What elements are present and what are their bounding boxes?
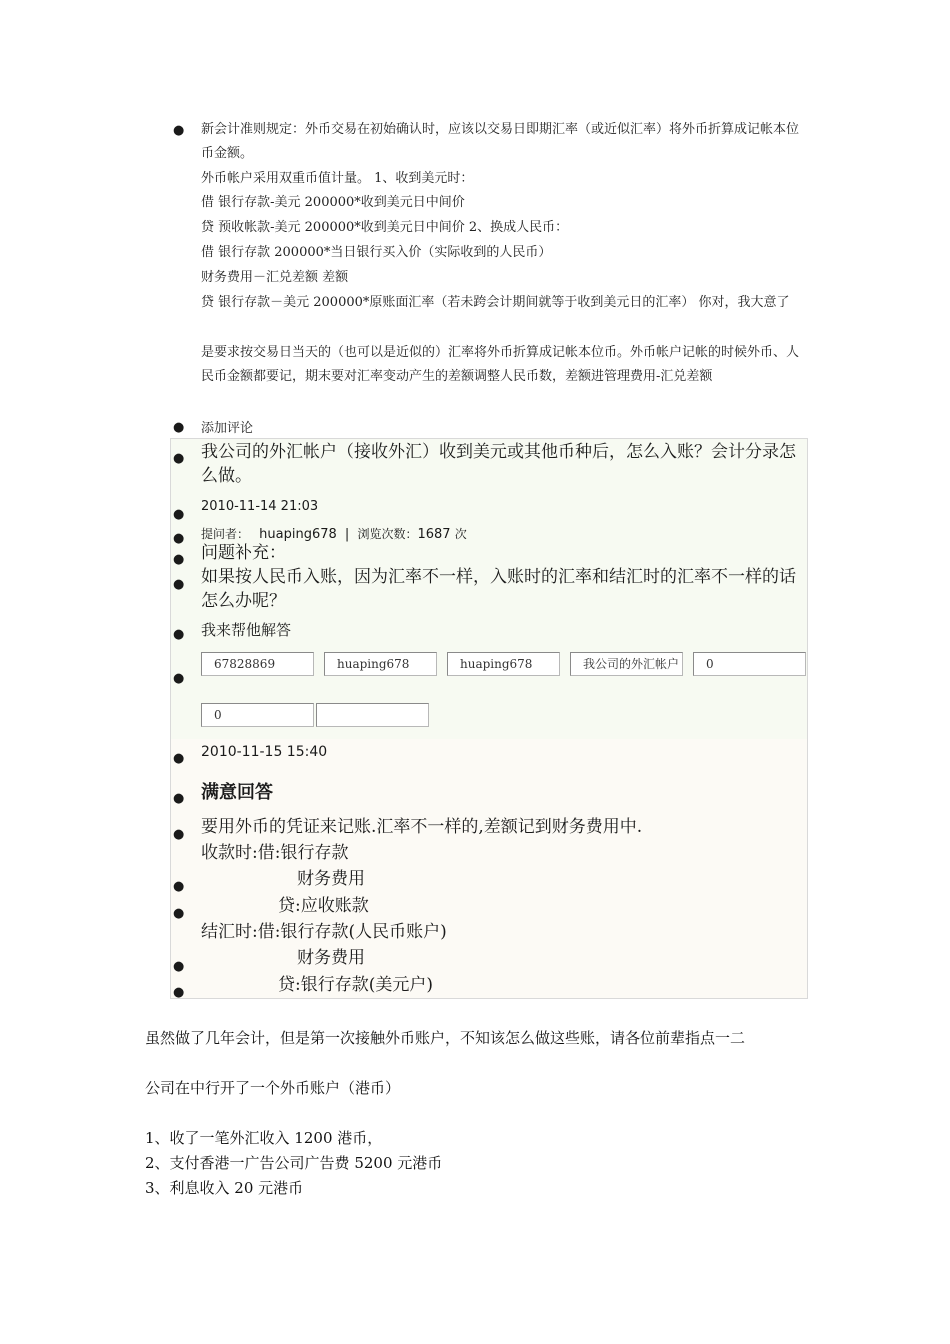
- views-count: 1687: [417, 527, 451, 542]
- list-bullet: ●: [173, 879, 185, 894]
- comment-paragraph: 新会计准则规定：外币交易在初始确认时，应该以交易日即期汇率（或近似汇率）将外币折算成记帐本位币金额。: [201, 122, 800, 161]
- meta-separator: |: [344, 527, 350, 542]
- answer-line: 贷:应收账款: [278, 896, 369, 916]
- comment-line: 财务费用－汇兑差额 差额: [201, 270, 349, 285]
- answer-line: 收款时:借:银行存款: [201, 843, 349, 863]
- list-bullet: ●: [173, 959, 185, 974]
- list-bullet: ●: [173, 671, 185, 686]
- list-bullet: ●: [173, 906, 185, 921]
- answer-line: 贷:银行存款(美元户): [278, 975, 433, 995]
- comment-line: 借 银行存款-美元 200000*收到美元日中间价: [201, 195, 465, 210]
- answer-datetime: 2010-11-15 15:40: [201, 744, 328, 760]
- answer-line: 要用外币的凭证来记账.汇率不一样的,差额记到财务费用中.: [201, 817, 643, 837]
- body-paragraph: 1、收了一笔外汇收入 1200 港币，: [145, 1129, 383, 1147]
- comment-line: 外币帐户采用双重币值计量。 1、收到美元时：: [201, 171, 474, 186]
- views-unit: 次: [454, 527, 467, 541]
- hidden-field-title[interactable]: 我公司的外汇帐户: [570, 652, 683, 676]
- hidden-field-user2[interactable]: huaping678: [447, 652, 560, 676]
- question-datetime: 2010-11-14 21:03: [201, 499, 319, 514]
- list-bullet: ●: [173, 627, 185, 642]
- body-paragraph: 3、利息收入 20 元港币: [145, 1179, 304, 1197]
- answer-line: 财务费用: [297, 869, 365, 889]
- best-answer-heading: 满意回答: [201, 782, 273, 803]
- list-bullet: ●: [173, 531, 185, 546]
- supplement-label: 问题补充：: [201, 543, 286, 563]
- list-bullet: ●: [173, 751, 185, 766]
- answer-line: 财务费用: [297, 948, 365, 968]
- list-bullet: ●: [173, 791, 185, 806]
- answer-this-link[interactable]: 我来帮他解答: [201, 621, 292, 639]
- list-bullet: ●: [173, 985, 185, 1000]
- hidden-field-flag2[interactable]: 0: [201, 703, 314, 727]
- hidden-field-user[interactable]: huaping678: [324, 652, 437, 676]
- asker-link[interactable]: huaping678: [259, 527, 337, 542]
- hidden-field-empty[interactable]: [316, 703, 429, 727]
- body-paragraph: 公司在中行开了一个外币账户（港币）: [145, 1079, 401, 1097]
- add-comment-link[interactable]: 添加评论: [201, 421, 254, 436]
- body-paragraph: 虽然做了几年会计，但是第一次接触外币账户，不知该怎么做这些账，请各位前辈指点一二: [145, 1029, 746, 1047]
- hidden-field-flag[interactable]: 0: [693, 652, 806, 676]
- list-bullet: ●: [173, 577, 185, 592]
- list-bullet: ●: [173, 827, 185, 842]
- list-bullet: ●: [173, 552, 185, 567]
- list-bullet: ●: [173, 451, 185, 466]
- comment-line: 贷 预收帐款-美元 200000*收到美元日中间价 2、换成人民币：: [201, 220, 569, 235]
- list-bullet: ●: [173, 507, 185, 522]
- list-bullet: ●: [173, 123, 185, 138]
- asker-label: 提问者：: [201, 527, 250, 541]
- answer-line: 结汇时:借:银行存款(人民币账户): [201, 922, 447, 942]
- comment-paragraph: 是要求按交易日当天的（也可以是近似的）汇率将外币折算成记帐本位币。外币帐户记帐的时候外币、人民币金额都要记，期末要对汇率变动产生的差额调整人民币数，差额进管理费用-汇兑差额: [201, 345, 800, 384]
- body-paragraph: 2、支付香港一广告公司广告费 5200 元港币: [145, 1154, 443, 1172]
- question-title: 我公司的外汇帐户（接收外汇）收到美元或其他币种后，怎么入账？会计分录怎么做。: [201, 442, 796, 486]
- question-meta: [201, 525, 467, 542]
- comment-line: 借 银行存款 200000*当日银行买入价（实际收到的人民币）: [201, 245, 552, 260]
- comment-paragraph: 贷 银行存款－美元 200000*原账面汇率（若未跨会计期间就等于收到美元日的汇率） 你对，我大意了: [201, 295, 790, 310]
- question-supplement: 如果按人民币入账，因为汇率不一样，入账时的汇率和结汇时的汇率不一样的话怎么办呢？: [201, 567, 796, 611]
- views-label: 浏览次数：: [357, 527, 418, 541]
- hidden-field-id[interactable]: 67828869: [201, 652, 314, 676]
- list-bullet: ●: [173, 420, 185, 435]
